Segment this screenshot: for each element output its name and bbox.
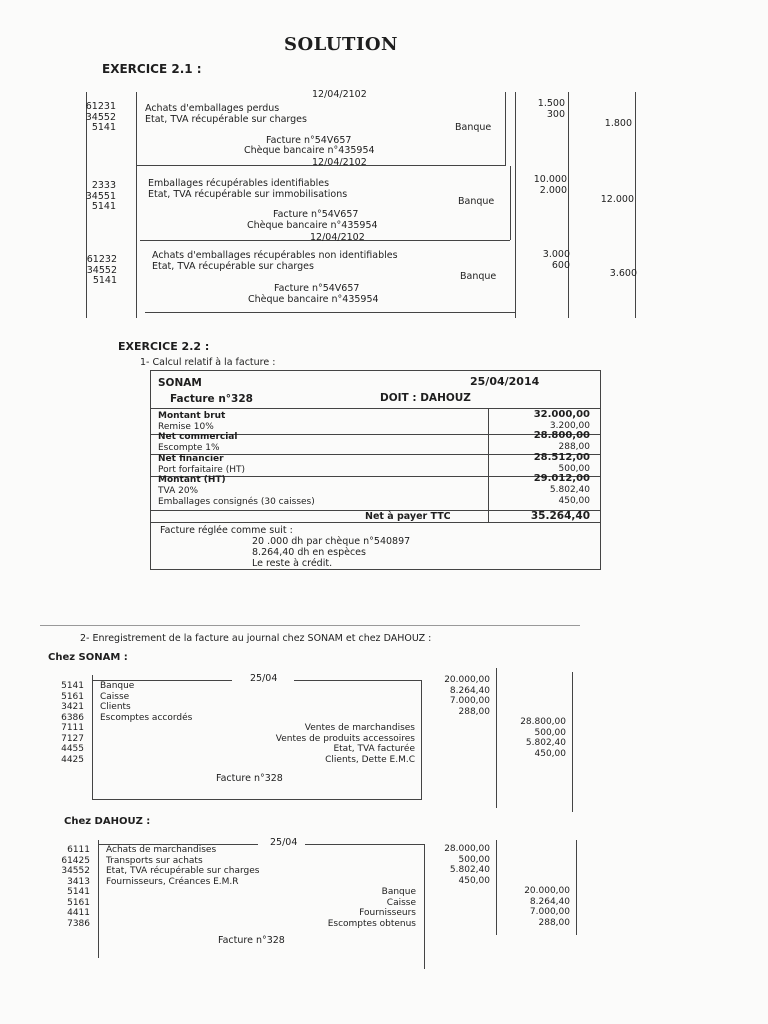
invoice-seller: SONAM xyxy=(158,377,202,389)
entry-date: 25/04 xyxy=(270,837,298,848)
credit-label: Banque xyxy=(458,196,495,207)
invoice-ref: Facture n°54V657 xyxy=(266,135,352,146)
entry-date: 12/04/2102 xyxy=(312,157,367,168)
invoice-number: Facture n°328 xyxy=(170,393,253,405)
entry-date: 12/04/2102 xyxy=(312,89,367,100)
invoice-date: 25/04/2014 xyxy=(470,375,540,388)
page-title: SOLUTION xyxy=(284,34,398,55)
entry-date: 25/04 xyxy=(250,673,278,684)
dahouz-heading: Chez DAHOUZ : xyxy=(64,816,151,827)
credit-amount: 3.600 xyxy=(609,268,637,279)
invoice-row-values: 32.000,00 3.200,00 28.800,00 288,00 28.512,00 500,00 29.012,00 5.802,40 450,00 xyxy=(533,409,590,506)
entry-date: 12/04/2102 xyxy=(310,232,365,243)
payment-note-line: 8.264,40 dh en espèces xyxy=(252,547,366,558)
credit-amount: 12.000 xyxy=(600,194,634,205)
part2-label: 2- Enregistrement de la facture au journal chez SONAM et chez DAHOUZ : xyxy=(80,633,432,644)
exercise-2-1-heading: EXERCICE 2.1 : xyxy=(102,62,202,76)
account-numbers: 6111 61425 34552 3413 5141 5161 4411 7386 xyxy=(61,845,90,929)
invoice-total-label: Net à payer TTC xyxy=(365,511,451,522)
credit-amounts: 20.000,00 8.264,40 7.000,00 288,00 xyxy=(524,886,570,928)
debit-labels: Achats d'emballages récupérables non identifiables Etat, TVA récupérable sur charges xyxy=(152,250,398,272)
debit-amounts: 10.000 2.000 xyxy=(533,174,567,196)
exercise-2-2-heading: EXERCICE 2.2 : xyxy=(118,340,210,353)
credit-labels: Banque Caisse Fournisseurs Escomptes obtenus xyxy=(327,887,416,929)
invoice-row-labels: Montant brut Remise 10% Net commercial Escompte 1% Net financier Port forfaitaire (HT) Montant (HT) TVA 20% Emballages consignés (30 caisses) xyxy=(158,411,315,507)
debit-labels: Emballages récupérables identifiables Etat, TVA récupérable sur immobilisations xyxy=(148,178,348,200)
debit-labels: Achats d'emballages perdus Etat, TVA récupérable sur charges xyxy=(145,103,307,125)
invoice-ref: Facture n°54V657 xyxy=(273,209,359,220)
credit-amounts: 28.800,00 500,00 5.802,40 450,00 xyxy=(520,717,566,759)
payment-note-title: Facture réglée comme suit : xyxy=(160,525,293,536)
debit-labels: Achats de marchandises Transports sur achats Etat, TVA récupérable sur charges Fournisseurs, Créances E.M.R xyxy=(106,845,260,887)
payment-note-line: 20 .000 dh par chèque n°540897 xyxy=(252,536,411,547)
invoice-ref: Facture n°328 xyxy=(216,773,283,784)
part1-label: 1- Calcul relatif à la facture : xyxy=(140,357,276,368)
invoice-total-value: 35.264,40 xyxy=(530,510,590,522)
cheque-ref: Chèque bancaire n°435954 xyxy=(244,145,375,156)
account-numbers: 5141 5161 3421 6386 7111 7127 4455 4425 xyxy=(61,681,84,765)
invoice-client: DOIT : DAHOUZ xyxy=(380,392,471,404)
invoice-ref: Facture n°54V657 xyxy=(274,283,360,294)
account-numbers: 61231 34552 5141 xyxy=(85,101,116,133)
account-numbers: 61232 34552 5141 xyxy=(86,254,117,286)
debit-amounts: 1.500 300 xyxy=(537,98,565,120)
cheque-ref: Chèque bancaire n°435954 xyxy=(247,220,378,231)
credit-label: Banque xyxy=(460,271,497,282)
debit-amounts: 20.000,00 8.264,40 7.000,00 288,00 xyxy=(444,675,490,717)
cheque-ref: Chèque bancaire n°435954 xyxy=(248,294,379,305)
invoice-ref: Facture n°328 xyxy=(218,935,285,946)
credit-label: Banque xyxy=(455,122,492,133)
debit-labels: Banque Caisse Clients Escomptes accordés xyxy=(100,681,193,723)
account-numbers: 2333 34551 5141 xyxy=(85,180,116,212)
payment-note-line: Le reste à crédit. xyxy=(252,558,333,569)
sonam-heading: Chez SONAM : xyxy=(48,652,128,663)
debit-amounts: 28.000,00 500,00 5.802,40 450,00 xyxy=(444,844,490,886)
debit-amounts: 3.000 600 xyxy=(542,249,570,271)
credit-amount: 1.800 xyxy=(604,118,632,129)
credit-labels: Ventes de marchandises Ventes de produits accessoires Etat, TVA facturée Clients, Dette E.M.C xyxy=(275,723,415,765)
